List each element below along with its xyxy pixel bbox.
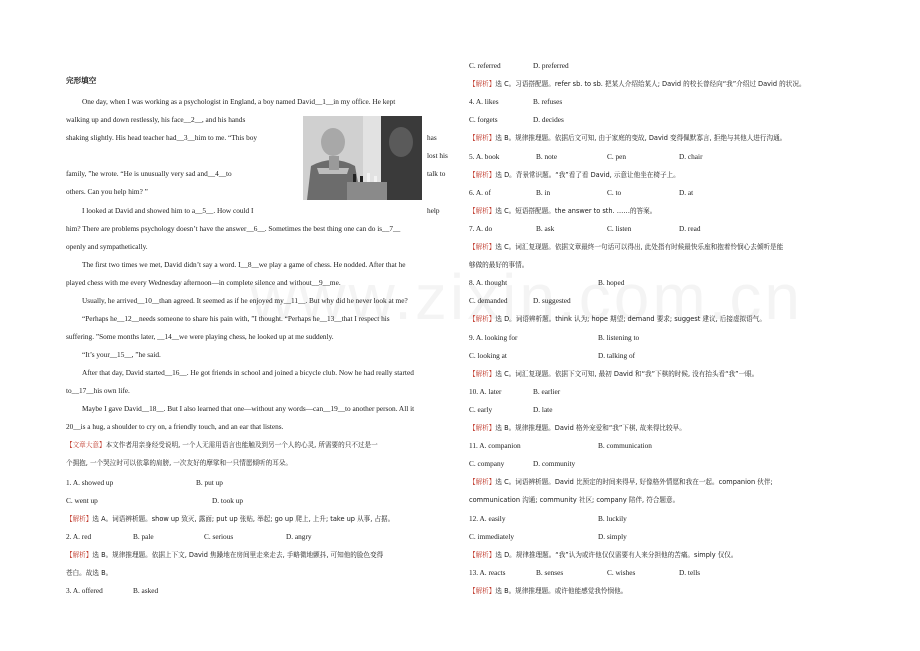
analysis-tag: 【解析】 (469, 134, 496, 143)
passage-line: “It’s your__15__, ”he said. (82, 350, 161, 359)
option-text: D. decides (533, 115, 564, 125)
analysis-tag: 【解析】 (66, 551, 93, 559)
option-text: 13. A. reacts (469, 567, 506, 577)
chess-photo (303, 116, 422, 200)
side-word: has (427, 133, 437, 142)
option-text: C. early (469, 404, 493, 414)
option-text: B. communication (598, 441, 652, 451)
passage-line: The first two times we met, David didn’t say a word. I__8__we play a game of chess. He nodded. After that he (82, 260, 406, 269)
analysis-line: 【解析】选 D。背景常识题。“我”看了看 David, 示意让他坐在椅子上。 (469, 170, 680, 179)
option-text: D. took up (212, 496, 244, 505)
passage-line: shaking slightly. His head teacher had__3__him to me. “This boy (66, 133, 258, 142)
option-text: 11. A. companion (469, 441, 521, 451)
option-text: 12. A. easily (469, 513, 506, 523)
option-text: D. simply (598, 531, 627, 541)
option-text: C. looking at (469, 350, 507, 360)
option-text: B. earlier (533, 386, 561, 396)
option-text: 6. A. of (469, 187, 491, 197)
option-text: D. read (679, 223, 701, 233)
option-text: 2. A. red (66, 532, 92, 541)
passage-line: him? There are problems psychology doesn’t have the answer__6__. Sometimes the best thing one can do is__7__ (66, 224, 401, 233)
option-text: C. serious (204, 532, 234, 541)
passage-line: others. Can you help him? ” (66, 187, 148, 196)
analysis-line: 【解析】选 C。词汇复现题。依据下文可知, 最初 David 和“我”下棋的时候, 没有抬头看“我”一眼。 (469, 369, 759, 378)
summary-line: 【文章大意】本文作者用亲身经受说明, 一个人无需用语言也能触及到另一个人的心灵, 所需要的只不过是一 (66, 441, 378, 449)
analysis-line: 【解析】选 C。词语辨析题。David 比预定的时间来得早, 好像格外情愿和我在一起。companion 伙伴; (469, 478, 773, 487)
analysis-tag: 【解析】 (469, 424, 496, 432)
option-text: B. luckily (598, 513, 627, 523)
passage-line: 20__is a hug, a shoulder to cry on, a friendly touch, and an ear that listens. (66, 422, 284, 431)
option-text: C. forgets (469, 115, 498, 125)
option-text: C. company (469, 459, 505, 469)
analysis-line: 【解析】选 C。词汇复现题。依据文章最终一句话可以得出, 此处指有时候最快乐座和抱着怜悯心去倾听是能 (469, 243, 784, 251)
passage-line: played chess with me every Wednesday afternoon—in complete silence and without__9__me. (66, 278, 341, 287)
option-text: D. preferred (533, 61, 569, 70)
analysis-tag: 【解析】 (469, 80, 496, 89)
analysis-tag: 【解析】 (469, 243, 496, 251)
passage-line: After that day, David started__16__. He got friends in school and joined a bicycle club. Now he had really started (82, 368, 414, 377)
option-text: D. tells (679, 567, 701, 577)
passage-line: I looked at David and showed him to a__5__. How could I (82, 206, 254, 215)
passage-line: Usually, he arrived__10__than agreed. It seemed as if he enjoyed my__11__. But why did he never look at me? (82, 296, 408, 305)
option-text: D. at (679, 187, 694, 197)
passage-line: One day, when I was working as a psychologist in England, a boy named David__1__in my office. He kept (82, 97, 396, 106)
option-text: D. suggested (533, 296, 571, 306)
chess-players-image (303, 116, 422, 200)
option-text: C. referred (469, 61, 501, 70)
option-text: C. wishes (607, 567, 636, 577)
analysis-line: 【解析】选 B。规律推理题。依据后文可知, 由于家庭的变故, David 变得佩默寡言, 拒绝与其他人进行沟通。 (469, 134, 787, 143)
side-word: lost his (427, 151, 448, 160)
analysis-line: 【解析】选 D。规律推理题。“我”认为或许他仅仅需要有人来分担他的苦痛。simply 仅仅。 (469, 550, 738, 559)
option-text: 4. A. likes (469, 97, 499, 107)
option-text: 3. A. offered (66, 586, 103, 595)
passage-line: to__17__his own life. (66, 386, 130, 395)
side-word: talk to (427, 169, 446, 178)
option-text: 8. A. thought (469, 278, 508, 288)
option-text: B. note (536, 151, 558, 161)
analysis-line: 苍白。故选 B。 (66, 569, 113, 577)
analysis-tag: 【解析】 (469, 206, 496, 215)
analysis-tag: 【解析】 (469, 478, 496, 487)
summary-tag: 【文章大意】 (66, 441, 106, 449)
option-text: B. asked (133, 586, 159, 595)
analysis-line: 【解析】选 C。短语搭配题。the answer to sth. ……的答案。 (469, 206, 657, 215)
option-text: B. pale (133, 532, 154, 541)
option-text: C. immediately (469, 531, 514, 541)
passage-line: suffering. ”Some months later, __14__we were playing chess, he looked up at me suddenly. (66, 332, 334, 341)
summary-line: 个拥抱, 一个哭泣时可以依靠的肩膀, 一次友好的摩挲和一只情愿倾听的耳朵。 (66, 459, 292, 467)
option-text: C. listen (607, 223, 632, 233)
section-heading: 完形填空 (66, 76, 97, 85)
option-text: C. to (607, 187, 622, 197)
option-text: D. chair (679, 151, 703, 161)
option-text: C. went up (66, 496, 98, 505)
option-text: C. pen (607, 151, 627, 161)
passage-line: Maybe I gave David__18__. But I also learned that one—without any words—can__19__to another person. All it (82, 404, 415, 413)
option-text: B. hoped (598, 278, 625, 288)
analysis-line: 【解析】选 D。词语辨析题。think 认为; hope 期望; demand 要求; suggest 建议, 后接虚拟语气。 (469, 315, 766, 324)
option-text: D. late (533, 404, 553, 414)
analysis-line: 【解析】选 C。习语搭配题。refer sb. to sb. 把某人介绍给某人; David 的校长曾经向“我”介绍过 David 的状况。 (469, 80, 806, 89)
option-text: 1. A. showed up (66, 478, 114, 487)
analysis-line: 【解析】选 A。词语辨析题。show up 致灭, 露面; put up 张贴, 举起; go up 爬上, 上升; take up 从事, 占据。 (66, 515, 395, 523)
side-word: help (427, 206, 440, 215)
option-text: D. angry (286, 532, 312, 541)
passage-line: walking up and down restlessly, his face__2__, and his hands (66, 115, 246, 124)
analysis-tag: 【解析】 (469, 369, 496, 378)
option-text: B. senses (536, 567, 564, 577)
analysis-line: 【解析】选 B。规律推理题。或许他能感觉我怜悯他。 (469, 586, 628, 595)
analysis-line: communication 沟通; community 社区; company 陪伴, 符合题意。 (469, 496, 680, 505)
analysis-tag: 【解析】 (469, 315, 496, 324)
option-text: B. put up (196, 478, 223, 487)
analysis-line: 【解析】选 B。规律推理题。依据上下文, David 焦躁地在房间里走来走去, 手略微地颤抖, 可知他的脸色变得 (66, 551, 384, 559)
option-text: 5. A. book (469, 151, 500, 161)
option-text: 7. A. do (469, 223, 493, 233)
option-text: C. demanded (469, 296, 508, 306)
option-text: D. talking of (598, 350, 636, 360)
option-text: B. listening to (598, 332, 640, 342)
passage-line: openly and sympathetically. (66, 242, 148, 251)
option-text: B. in (536, 187, 551, 197)
analysis-tag: 【解析】 (66, 515, 93, 523)
analysis-tag: 【解析】 (469, 170, 496, 179)
option-text: D. community (533, 459, 576, 469)
passage-line: “Perhaps he__12__needs someone to share his pain with, ”I thought. “Perhaps he__13__that I respect his (82, 314, 390, 323)
analysis-line: 够做的最好的事情。 (469, 261, 529, 270)
option-text: 9. A. looking for (469, 332, 518, 342)
option-text: B. ask (536, 223, 555, 233)
analysis-tag: 【解析】 (469, 550, 496, 559)
analysis-line: 【解析】选 B。规律推理题。David 格外宠爱和“我”下棋, 故来得比较早。 (469, 424, 686, 432)
analysis-tag: 【解析】 (469, 586, 496, 595)
passage-line: family, ”he wrote. “He is unusually very sad and__4__to (66, 169, 232, 178)
option-text: 10. A. later (469, 386, 502, 396)
option-text: B. refuses (533, 97, 563, 107)
